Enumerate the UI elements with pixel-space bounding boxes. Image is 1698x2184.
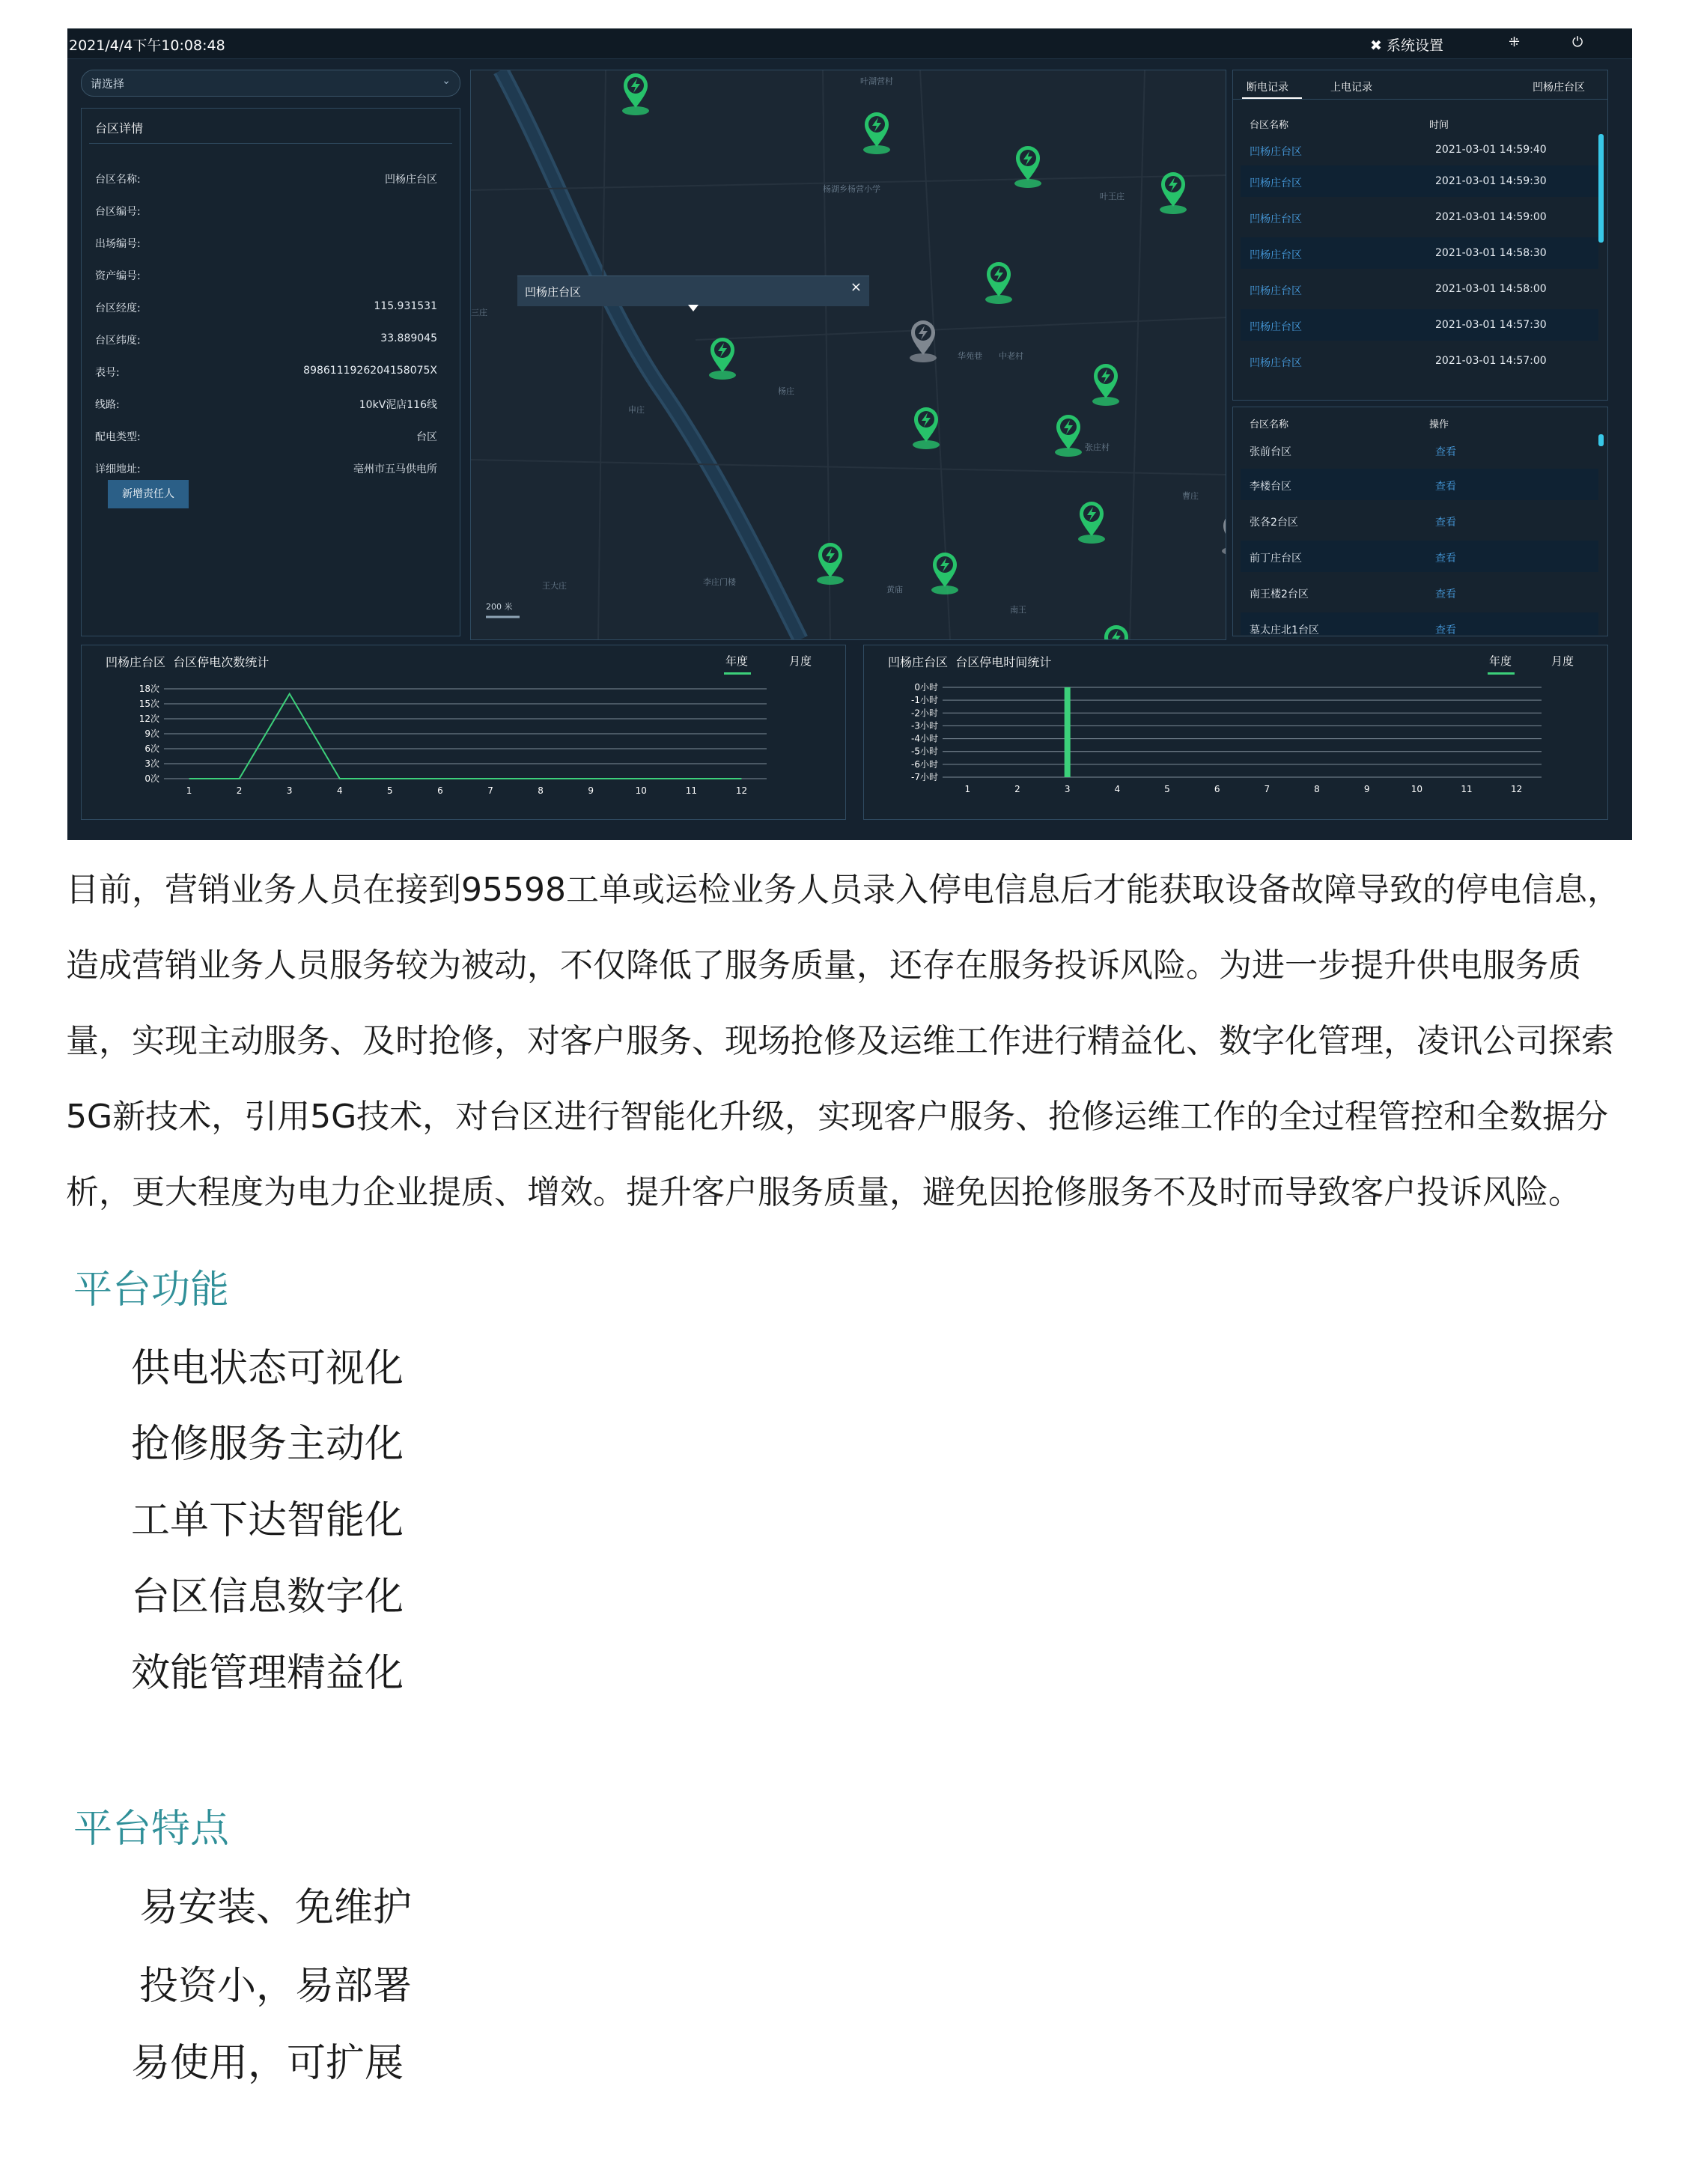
x-tick-label: 2 — [236, 785, 243, 796]
x-tick-label: 5 — [1164, 784, 1170, 794]
top-bar — [67, 28, 1632, 59]
list-item[interactable]: 南王楼2台区 查看 — [1250, 588, 1456, 600]
lightning-marker-icon[interactable] — [1157, 169, 1190, 216]
area-select[interactable] — [81, 70, 460, 97]
table-row[interactable]: 凹杨庄台区 2021-03-01 14:59:40 — [1250, 144, 1547, 158]
y-tick-label: -6小时 — [911, 758, 938, 770]
detail-row: 配电类型: 台区 — [95, 431, 437, 443]
col-header-action: 操作 — [1429, 419, 1449, 431]
area-list-panel — [1232, 407, 1608, 636]
list-item[interactable]: 李楼台区 查看 — [1241, 469, 1598, 500]
detail-row: 台区编号: — [95, 206, 141, 218]
map-label: 王大庄 — [542, 581, 567, 591]
list-item[interactable]: 前丁庄台区 查看 — [1241, 541, 1598, 572]
map-popup — [517, 276, 869, 306]
lightning-marker-grey-icon[interactable] — [907, 317, 940, 364]
functions-heading: 平台功能 — [73, 1268, 230, 1312]
y-tick-label: 12次 — [139, 714, 159, 724]
function-item: 台区信息数字化 — [131, 1575, 404, 1619]
log-area-name: 凹杨庄台区 — [1533, 82, 1585, 94]
bar — [1065, 687, 1071, 777]
chart-title: 凹杨庄台区 台区停电时间统计 — [888, 655, 1052, 669]
map-label: 叶王庄 — [1100, 192, 1125, 201]
lightning-marker-icon[interactable] — [1089, 361, 1122, 407]
map-view[interactable] — [470, 70, 1226, 640]
x-tick-label: 12 — [735, 785, 748, 796]
outage-time-chart — [864, 675, 1598, 818]
x-tick-label: 1 — [964, 784, 971, 794]
lightning-marker-icon[interactable] — [928, 550, 961, 596]
outage-time-chart-panel — [863, 645, 1608, 820]
map-label: 申庄 — [628, 405, 645, 415]
x-tick-label: 9 — [588, 785, 594, 796]
settings-button[interactable] — [1370, 34, 1443, 55]
scrollbar[interactable] — [1598, 134, 1604, 243]
power-icon[interactable]: ⏻ — [1572, 34, 1583, 50]
features-heading: 平台特点 — [73, 1807, 230, 1852]
intro-paragraph: 目前，营销业务人员在接到95598工单或运检业务人员录入停电信息后才能获取设备故障导致的停电信息，造成营销业务人员服务较为被动，不仅降低了服务质量，还存在服务投诉风险。为进一步提升供电服务质量，实现主动服务、及时抢修，对客户服务、现场抢修及运维工作进行精益化、数字化管理，凌讯公司探索5G新技术，引用5G技术，对台区进行智能化升级，实现客户服务、抢修运维工作的全过程管控和全数据分析，更大程度为电力企业提质、增效。提升客户服务质量，避免因抢修服务不及时而导致客户投诉风险。 — [66, 871, 1620, 1211]
tab-year-indicator — [724, 672, 751, 675]
col-header-name: 台区名称 — [1250, 120, 1289, 131]
x-tick-label: 3 — [1064, 784, 1071, 794]
detail-row: 台区经度: 115.931531 — [95, 300, 437, 314]
tab-year[interactable]: 年度 — [725, 654, 749, 668]
lightning-marker-icon[interactable] — [619, 70, 652, 117]
x-tick-label: 5 — [387, 785, 393, 796]
x-tick-label: 12 — [1511, 784, 1523, 794]
x-tick-label: 11 — [685, 785, 698, 796]
feature-item: 投资小，易部署 — [139, 1964, 413, 2009]
function-item: 抢修服务主动化 — [131, 1422, 404, 1467]
x-tick-label: 7 — [1264, 784, 1271, 794]
detail-row: 线路: 10kV泥店116线 — [95, 399, 437, 411]
lightning-marker-icon[interactable] — [1100, 622, 1133, 640]
outage-count-chart-panel — [81, 645, 846, 820]
y-tick-label: 9次 — [144, 728, 159, 739]
chevron-down-icon: ⌄ — [442, 75, 451, 87]
tab-year-indicator — [1488, 672, 1515, 675]
map-label: 中老村 — [999, 351, 1023, 361]
x-tick-label: 8 — [538, 785, 544, 796]
lightning-marker-icon[interactable] — [1052, 412, 1085, 458]
x-tick-label: 1 — [186, 785, 192, 796]
datetime: 2021/4/4下午10:08:48 — [69, 37, 225, 54]
lightning-marker-icon[interactable] — [982, 259, 1015, 305]
detail-row: 表号: 8986111926204158075X — [95, 365, 437, 379]
fullscreen-icon[interactable]: ⁜ — [1509, 34, 1521, 50]
chart-title: 凹杨庄台区 台区停电次数统计 — [106, 655, 270, 669]
map-label: 叶湖营村 — [860, 76, 893, 86]
tab-power-off[interactable]: 断电记录 — [1247, 82, 1288, 94]
map-label: 曹庄 — [1182, 491, 1199, 501]
outage-count-chart — [82, 675, 830, 818]
function-item: 供电状态可视化 — [131, 1346, 404, 1391]
detail-row: 台区名称: 凹杨庄台区 — [95, 174, 437, 186]
scrollbar[interactable] — [1598, 434, 1604, 446]
lightning-marker-icon[interactable] — [910, 404, 943, 451]
select-placeholder: 请选择 — [91, 77, 125, 91]
x-tick-label: 4 — [1114, 784, 1121, 794]
list-item[interactable]: 墓太庄北1台区 查看 — [1241, 612, 1598, 635]
map-label: 南王 — [1010, 605, 1026, 615]
lightning-marker-icon[interactable] — [706, 335, 739, 381]
lightning-marker-grey-icon[interactable] — [1219, 511, 1226, 557]
map-label: 杨庄 — [778, 386, 794, 396]
detail-row: 出场编号: — [95, 238, 141, 250]
tools-icon: ✖ — [1370, 37, 1387, 54]
col-header-area: 台区名称 — [1250, 419, 1289, 431]
table-row[interactable]: 凹杨庄台区 2021-03-01 14:59:30 — [1241, 165, 1598, 197]
x-tick-label: 3 — [286, 785, 293, 796]
x-tick-label: 8 — [1314, 784, 1320, 794]
table-row[interactable]: 凹杨庄台区 2021-03-01 14:58:30 — [1241, 237, 1598, 269]
close-icon[interactable]: × — [850, 279, 862, 295]
map-label: 张庄村 — [1085, 442, 1110, 452]
detail-title: 台区详情 — [95, 121, 144, 136]
tab-month[interactable]: 月度 — [1551, 654, 1574, 668]
y-tick-label: 6次 — [144, 743, 159, 754]
feature-item: 易安装、免维护 — [139, 1885, 413, 1930]
y-tick-label: 15次 — [139, 699, 159, 709]
x-tick-label: 9 — [1363, 784, 1370, 794]
power-log-panel — [1232, 70, 1608, 401]
detail-row: 资产编号: — [95, 270, 141, 282]
lightning-marker-icon[interactable] — [860, 109, 893, 156]
x-tick-label: 11 — [1461, 784, 1473, 794]
add-owner-button[interactable]: 新增责任人 — [108, 480, 189, 508]
table-row[interactable]: 凹杨庄台区 2021-03-01 14:58:00 — [1250, 283, 1547, 297]
map-label: 李庄门楼 — [703, 577, 736, 587]
lightning-marker-icon[interactable] — [814, 540, 847, 586]
detail-panel — [81, 108, 460, 636]
lightning-marker-icon[interactable] — [1075, 499, 1108, 545]
y-tick-label: 18次 — [139, 684, 159, 694]
y-tick-label: -3小时 — [911, 720, 938, 731]
col-header-time: 时间 — [1429, 120, 1449, 131]
lightning-marker-icon[interactable] — [1011, 143, 1044, 189]
x-tick-label: 6 — [437, 785, 443, 796]
dashboard-screenshot — [67, 28, 1632, 840]
y-tick-label: -1小时 — [911, 695, 938, 706]
map-label: 杨湖乡杨营小学 — [823, 184, 880, 194]
scale-label: 200 米 — [486, 602, 513, 612]
settings-label: 系统设置 — [1386, 37, 1443, 54]
x-tick-label: 2 — [1014, 784, 1020, 794]
map-label: 黄庙 — [886, 585, 903, 594]
table-row[interactable]: 凹杨庄台区 2021-03-01 14:57:00 — [1250, 355, 1547, 369]
map-label: 华苑巷 — [958, 351, 982, 361]
tab-year[interactable]: 年度 — [1489, 654, 1512, 668]
map-label: 三庄 — [471, 308, 487, 317]
list-item[interactable]: 张各2台区 查看 — [1250, 517, 1456, 529]
series-line — [189, 694, 742, 779]
y-tick-label: 0小时 — [914, 682, 938, 693]
y-tick-label: -4小时 — [911, 733, 938, 744]
function-item: 效能管理精益化 — [131, 1651, 404, 1696]
y-tick-label: -2小时 — [911, 708, 938, 719]
y-tick-label: -5小时 — [911, 746, 938, 757]
x-tick-label: 6 — [1214, 784, 1220, 794]
tab-month[interactable]: 月度 — [789, 654, 812, 668]
function-item: 工单下达智能化 — [131, 1498, 404, 1543]
map-roads — [471, 70, 1226, 639]
table-row[interactable]: 凹杨庄台区 2021-03-01 14:57:30 — [1241, 309, 1598, 341]
popup-title: 凹杨庄台区 — [525, 285, 582, 299]
y-tick-label: 0次 — [144, 773, 159, 784]
detail-row: 台区纬度: 33.889045 — [95, 332, 437, 347]
x-tick-label: 10 — [635, 785, 647, 796]
y-tick-label: -7小时 — [911, 772, 938, 782]
y-tick-label: 3次 — [144, 758, 159, 769]
x-tick-label: 7 — [487, 785, 493, 796]
x-tick-label: 4 — [336, 785, 343, 796]
detail-row: 详细地址: 亳州市五马供电所 — [95, 463, 437, 475]
feature-item: 易使用，可扩展 — [131, 2041, 404, 2086]
x-tick-label: 10 — [1411, 784, 1422, 794]
table-row[interactable]: 凹杨庄台区 2021-03-01 14:59:00 — [1250, 211, 1547, 225]
tab-power-on[interactable]: 上电记录 — [1330, 82, 1372, 94]
list-item[interactable]: 张前台区 查看 — [1250, 446, 1456, 458]
